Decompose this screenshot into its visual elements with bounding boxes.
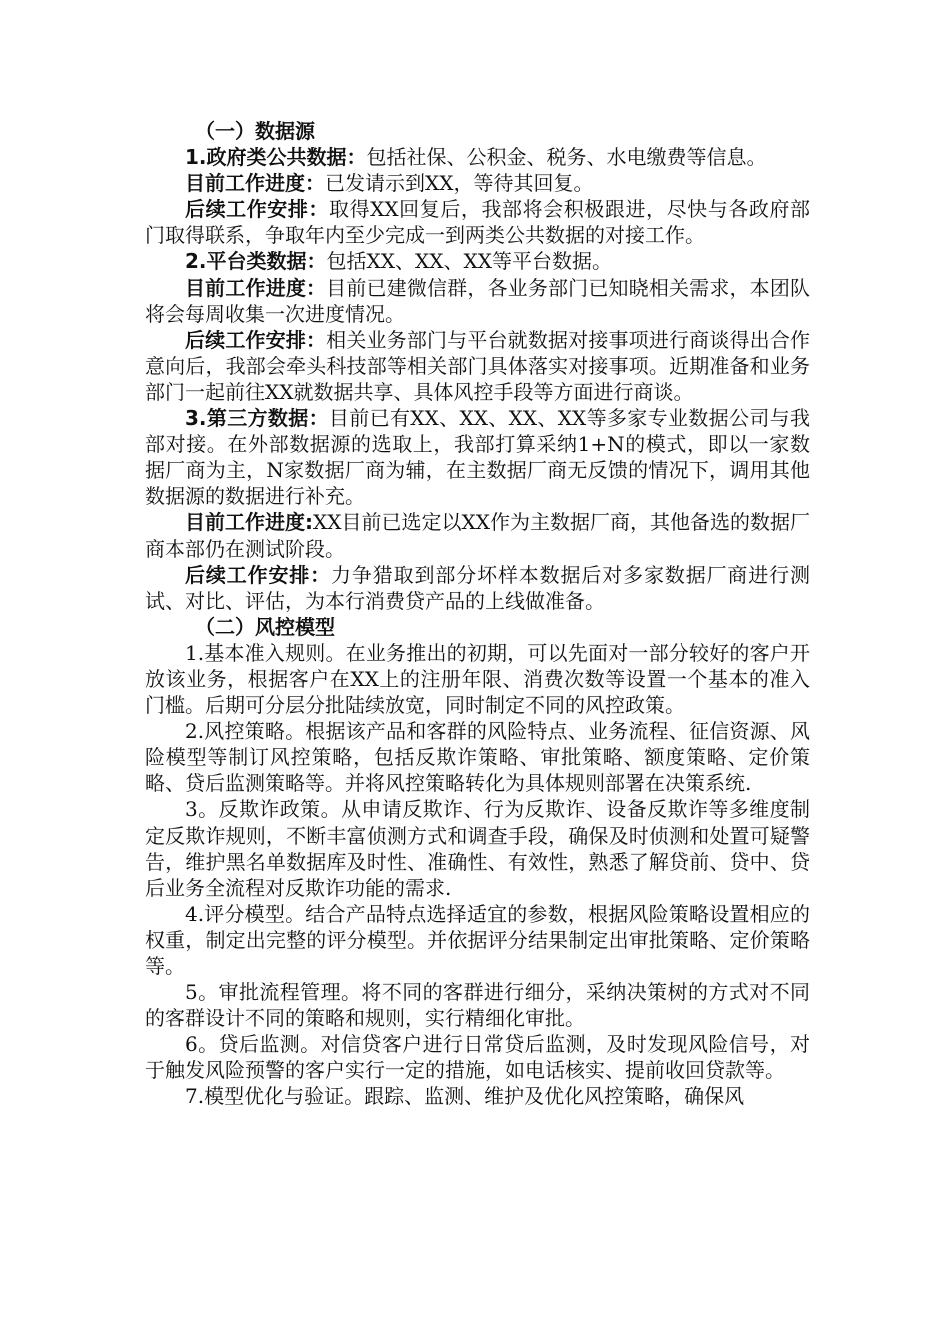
paragraph-text: 力争猎取到部分坏样本数据后对多家数据厂商进行测试、对比、评估，为本行消费贷产品的上线做准备。 (145, 562, 811, 613)
paragraph-text: 包括社保、公积金、税务、水电缴费等信息。 (366, 145, 767, 170)
paragraph (145, 275, 810, 327)
paragraph (145, 196, 810, 248)
paragraph (145, 327, 810, 405)
document-body (145, 118, 810, 1110)
paragraph-text: 目前已建微信群，各业务部门已知晓相关需求，本团队将会每周收集一次进度情况。 (145, 275, 811, 326)
paragraph-label: 目前工作进度： (185, 171, 325, 196)
paragraph-label: 3.第三方数据： (185, 406, 329, 431)
paragraph-text: 已发请示到XX，等待其回复。 (325, 171, 594, 196)
paragraph (145, 248, 810, 274)
paragraph-text: 取得XX回复后，我部将会积极跟进，尽快与各政府部门取得联系，争取年内至少完成一到两类公共数据的对接工作。 (145, 197, 811, 248)
paragraph-label: 目前工作进度： (185, 275, 327, 300)
section-heading-risk-model: （二）风控模型 (195, 614, 335, 639)
paragraph-label: 后续工作安排： (185, 327, 327, 352)
paragraph (145, 144, 810, 170)
paragraph-text: 目前已有XX、XX、XX、XX等多家专业数据公司与我部对接。在外部数据源的选取上，我部打算采纳1+N的模式，即以一家数据厂商为主，N家数据厂商为辅，在主数据厂商无反馈的情况下，调用其他数据源的数据进行补充。 (145, 406, 811, 509)
paragraph-label: 目前工作进度: (185, 510, 314, 535)
paragraph (145, 405, 810, 509)
paragraph: 1.基本准入规则。在业务推出的初期，可以先面对一部分较好的客户开放该业务，根据客户在XX上的注册年限、消费次数等设置一个基本的准入门槛。后期可分层分批陆续放宽，同时制定不同的风控政策。 (145, 640, 810, 718)
paragraph (145, 170, 810, 196)
section-heading-data-source: （一）数据源 (195, 119, 315, 143)
paragraph: 3。反欺诈政策。从申请反欺诈、行为反欺诈、设备反欺诈等多维度制定反欺诈规则，不断丰富侦测方式和调查手段，确保及时侦测和处置可疑警告，维护黑名单数据库及时性、准确性、有效性，熟悉了解贷前、贷中、贷后业务全流程对反欺诈功能的需求. (145, 797, 810, 900)
paragraph: 2.风控策略。根据该产品和客群的风险特点、业务流程、征信资源、风险模型等制订风控策略，包括反欺诈策略、审批策略、额度策略、定价策略、贷后监测策略等。并将风控策略转化为具体规则部署在决策系统. (145, 719, 810, 796)
paragraph: 6。贷后监测。对信贷客户进行日常贷后监测，及时发现风险信号，对于触发风险预警的客户实行一定的措施，如电话核实、提前收回贷款等。 (145, 1032, 810, 1083)
paragraph: 7.模型优化与验证。跟踪、监测、维护及优化风控策略，确保风 (185, 1084, 745, 1109)
paragraph-label: 后续工作安排： (185, 197, 329, 222)
paragraph-label: 后续工作安排： (185, 562, 332, 587)
paragraph-text: 包括XX、XX、XX等平台数据。 (326, 249, 612, 274)
paragraph: 5。审批流程管理。将不同的客群进行细分，采纳决策树的方式对不同的客群设计不同的策略和规则，实行精细化审批。 (145, 980, 810, 1031)
paragraph-text: XX目前已选定以XX作为主数据厂商，其他备选的数据厂商本部仍在测试阶段。 (145, 510, 811, 561)
paragraph-label: 2.平台类数据： (185, 249, 327, 274)
paragraph (145, 509, 810, 561)
paragraph: 4.评分模型。结合产品特点选择适宜的参数，根据风险策略设置相应的权重，制定出完整的评分模型。并依据评分结果制定出审批策略、定价策略等。 (145, 901, 810, 978)
paragraph (145, 562, 810, 614)
paragraph-label: 1.政府类公共数据： (185, 145, 367, 170)
paragraph-text: 相关业务部门与平台就数据对接事项进行商谈得出合作意向后，我部会牵头科技部等相关部门具体落实对接事项。近期准备和业务部门一起前往XX就数据共享、具体风控手段等方面进行商谈。 (145, 327, 811, 404)
